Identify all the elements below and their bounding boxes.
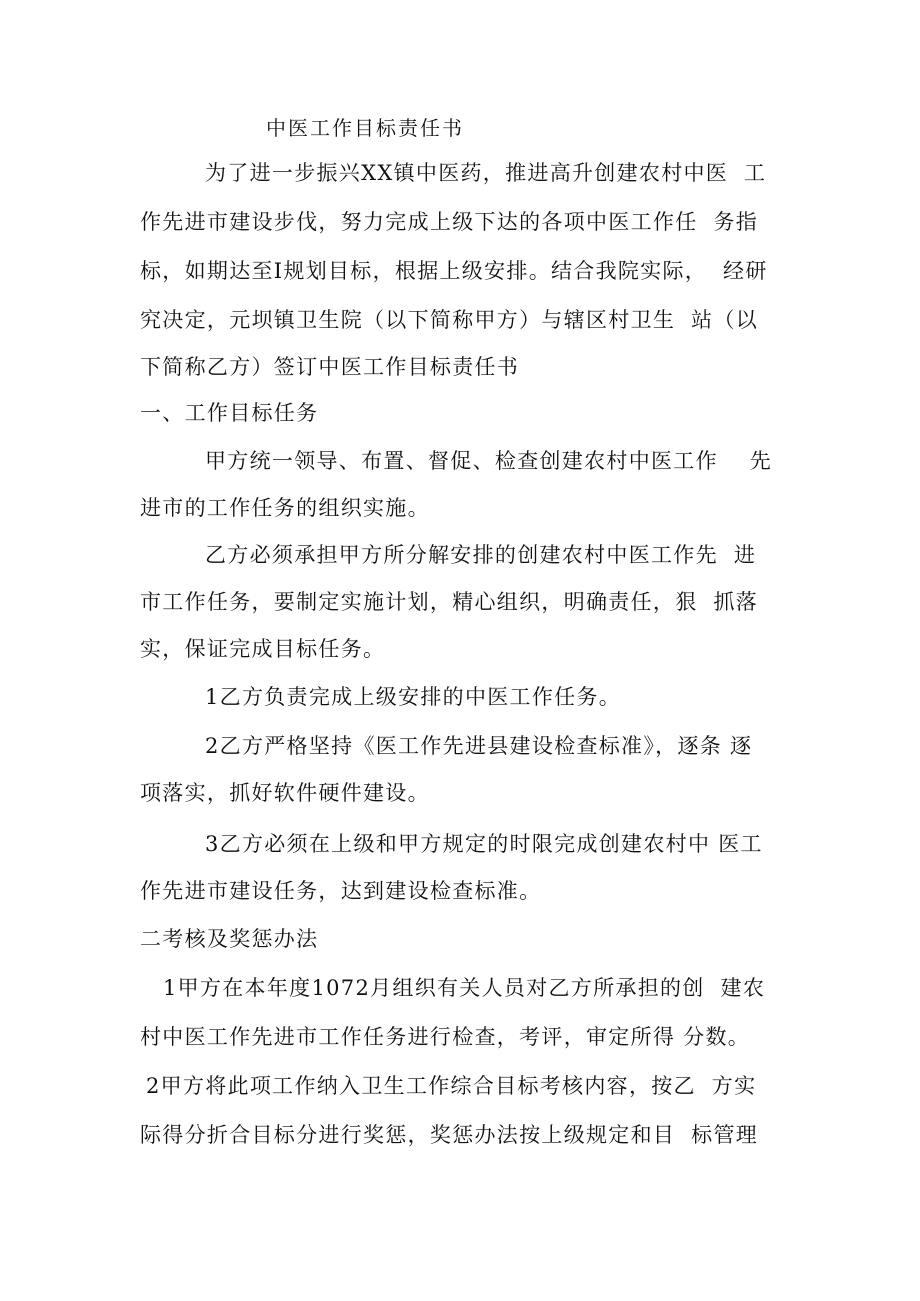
list-item-line: 3乙方必须在上级和甲方规定的时限完成创建农村中 医工 (205, 832, 763, 856)
section-heading: 一、工作目标任务 (140, 401, 319, 425)
paragraph-line: 村中医工作先进市工作任务进行检查，考评，审定所得 分数。 (140, 1025, 751, 1049)
list-item-line: 1甲方在本年度1072月组织有关人员对乙方所承担的创 建农 (163, 976, 766, 1000)
list-item-line: 2甲方将此项工作纳入卫生工作综合目标考核内容，按乙 方实 (146, 1074, 757, 1098)
paragraph-line: 市工作任务，要制定实施计划，精心组织，明确责任，狠 抓落 (140, 590, 759, 614)
list-item-line: 1乙方负责完成上级安排的中医工作任务。 (205, 685, 622, 709)
paragraph-line: 甲方统一领导、布置、督促、检查创建农村中医工作 先 (205, 449, 773, 473)
paragraph-line: 乙方必须承担甲方所分解安排的创建农村中医工作先 进 (205, 543, 757, 567)
paragraph-line: 标，如期达至I规划目标，根据上级安排。结合我院实际， 经研 (140, 259, 768, 283)
paragraph-line: 下简称乙方）签订中医工作目标责任书 (140, 355, 520, 379)
document-title: 中医工作目标责任书 (266, 116, 464, 140)
paragraph-line: 实，保证完成目标任务。 (140, 637, 386, 661)
paragraph-line: 为了进一步振兴XX镇中医药，推进高升创建农村中医 工 (205, 161, 767, 185)
paragraph-line: 际得分折合目标分进行奖惩，奖惩办法按上级规定和目 标管理 (140, 1123, 759, 1147)
paragraph-line: 进市的工作任务的组织实施。 (140, 496, 430, 520)
paragraph-line: 究决定，元坝镇卫生院（以下简称甲方）与辖区村卫生 站（以 (140, 308, 759, 332)
paragraph-line: 项落实，抓好软件硬件建设。 (140, 781, 430, 805)
list-item-line: 2乙方严格坚持《医工作先进县建设检查标准》，逐条 逐 (205, 734, 753, 758)
paragraph-line: 作先进市建设步伐，努力完成上级下达的各项中医工作任 务指 (140, 210, 759, 234)
section-heading: 二考核及奖惩办法 (140, 927, 319, 951)
paragraph-line: 作先进市建设任务，达到建设检查标准。 (140, 879, 542, 903)
